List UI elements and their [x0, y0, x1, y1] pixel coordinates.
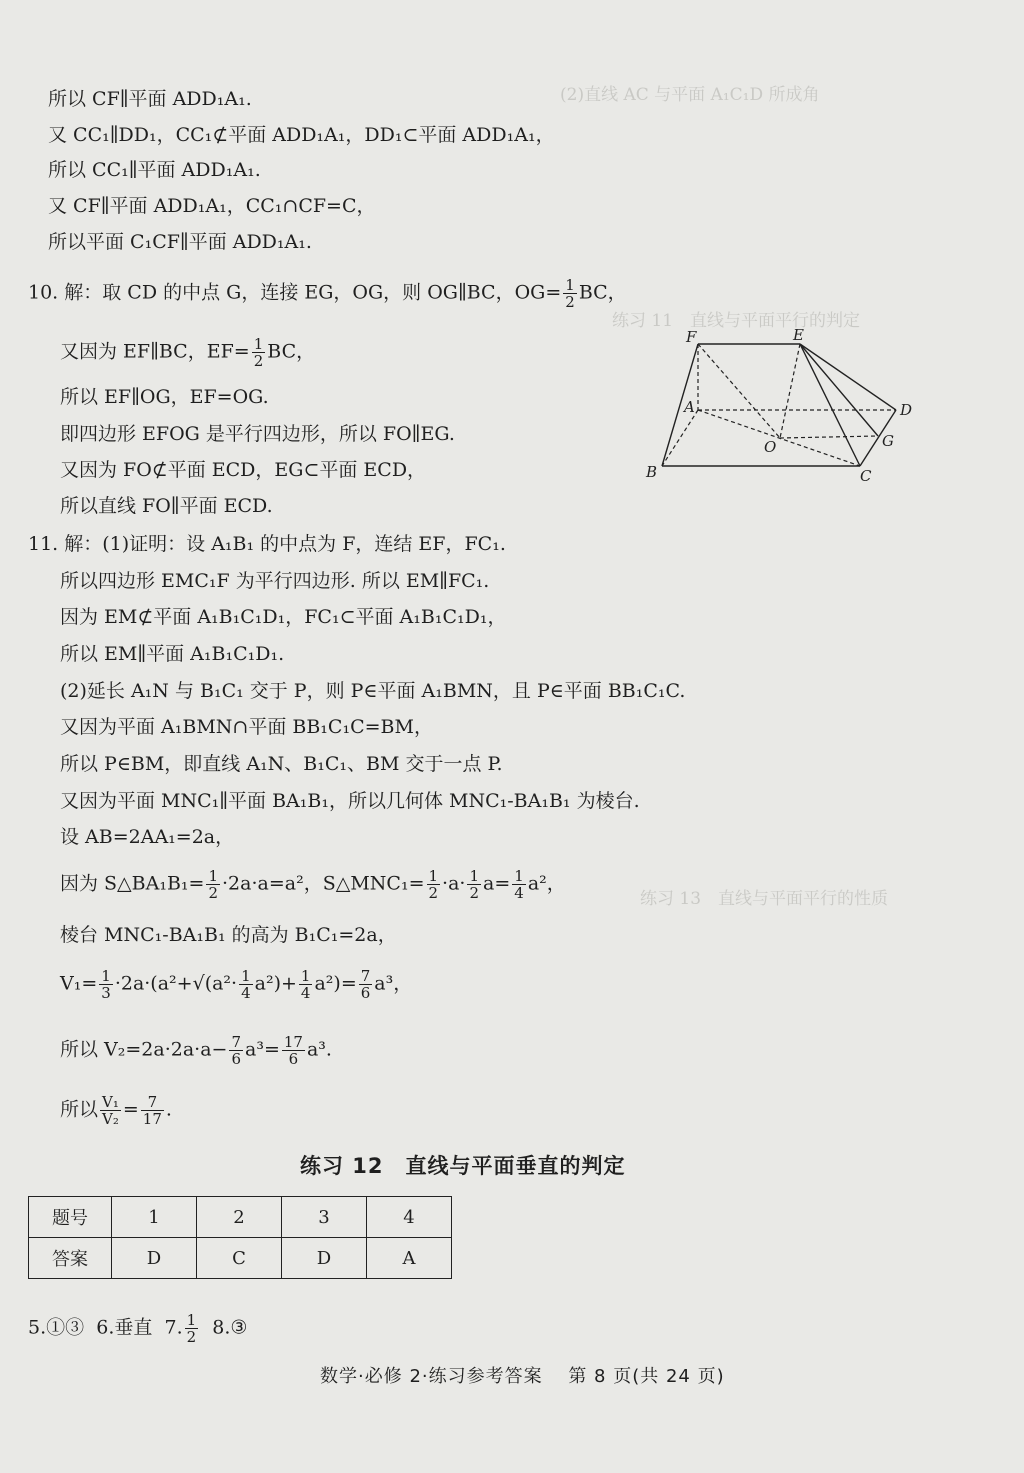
- edge-OG: [780, 436, 878, 438]
- fraction: $\frac{1}{4}$: [241, 967, 251, 1002]
- table-cell: D: [282, 1238, 367, 1279]
- geometry-figure: [640, 322, 930, 482]
- text-line: 又 CF∥平面 ADD₁A₁，CC₁∩CF=C，: [48, 195, 376, 217]
- table-cell: 1: [112, 1197, 197, 1238]
- fraction: $\frac{7}{17}$: [142, 1093, 162, 1128]
- fraction: $\frac{7}{6}$: [231, 1033, 242, 1068]
- text-line: V₁= $\frac{1}{3}$ ·2a·(a²+√(a²· $\frac{1}{4}$ a²)+ $\frac{1}{4}$ a²)= $\frac{7}{6}$ a³，: [60, 967, 413, 1002]
- fraction: $\frac{1}{2}$: [253, 335, 264, 370]
- text-line: 所以 CF∥平面 ADD₁A₁.: [48, 88, 252, 110]
- fill-in-answers: 5.①③ 6.垂直 7. $\frac{1}{2}$ 8.③: [28, 1311, 248, 1346]
- fraction: $\frac{1}{2}$: [186, 1311, 197, 1346]
- text-line: 棱台 MNC₁-BA₁B₁ 的高为 B₁C₁=2a，: [60, 924, 397, 946]
- fraction: $\frac{1}{2}$: [208, 867, 219, 902]
- table-cell: 3: [282, 1197, 367, 1238]
- edge-AC: [698, 410, 860, 466]
- section-title: 练习 12 直线与平面垂直的判定: [300, 1154, 626, 1178]
- line-text: 又因为 EF∥BC，EF=: [60, 340, 250, 363]
- table-cell: 2: [197, 1197, 282, 1238]
- label-D: D: [900, 401, 913, 419]
- line-tail: BC，: [267, 340, 316, 363]
- table-header-cell: 答案: [29, 1238, 112, 1279]
- fraction: $\frac{1}{2}$: [565, 276, 575, 311]
- text-line: 所以 V₂=2a·2a·a− $\frac{7}{6}$ a³= $\frac{17}{6}$ a³.: [60, 1033, 332, 1068]
- text-line: 因为 EM⊄平面 A₁B₁C₁D₁，FC₁⊂平面 A₁B₁C₁D₁，: [60, 606, 507, 628]
- label-F: F: [686, 328, 697, 346]
- answer-table: [28, 1196, 452, 1279]
- fraction: $\frac{7}{6}$: [360, 967, 371, 1002]
- fraction: $\frac{17}{6}$: [283, 1033, 303, 1068]
- table-row: [29, 1238, 452, 1279]
- fraction: $\frac{1}{4}$: [514, 867, 524, 902]
- text-line: 设 AB=2AA₁=2a，: [60, 826, 235, 848]
- text-line: 又因为 FO⊄平面 ECD，EG⊂平面 ECD，: [60, 459, 427, 481]
- label-C: C: [860, 467, 872, 482]
- text-line: 所以 CC₁∥平面 ADD₁A₁.: [48, 159, 261, 181]
- label-A: A: [684, 398, 695, 416]
- label-E: E: [793, 326, 804, 344]
- label-O: O: [764, 438, 777, 456]
- table-cell: D: [112, 1238, 197, 1279]
- line-tail: BC，: [578, 281, 627, 304]
- text-line: 所以 EM∥平面 A₁B₁C₁D₁.: [60, 643, 285, 665]
- text-line: 又因为平面 MNC₁∥平面 BA₁B₁，所以几何体 MNC₁-BA₁B₁ 为棱台.: [60, 790, 640, 812]
- label-G: G: [882, 432, 894, 450]
- label-B: B: [646, 463, 658, 481]
- text-line: 所以 EF∥OG，EF=OG.: [60, 386, 269, 408]
- table-cell: A: [367, 1238, 452, 1279]
- text-line: 又 CC₁∥DD₁，CC₁⊄平面 ADD₁A₁，DD₁⊂平面 ADD₁A₁，: [48, 124, 555, 146]
- edge-AB: [662, 410, 698, 466]
- fraction: $\frac{1}{2}$: [469, 867, 480, 902]
- page-footer: 数学·必修 2·练习参考答案 第 8 页(共 24 页): [320, 1366, 725, 1387]
- edge-EO: [780, 344, 800, 438]
- text-line: 所以四边形 EMC₁F 为平行四边形. 所以 EM∥FC₁.: [60, 570, 490, 592]
- text-line: (2)延长 A₁N 与 B₁C₁ 交于 P，则 P∈平面 A₁BMN，且 P∈平面 BB₁C₁C.: [60, 680, 686, 702]
- text-line: 所以 P∈BM，即直线 A₁N、B₁C₁、BM 交于一点 P.: [60, 753, 503, 775]
- table-header-cell: 题号: [29, 1197, 112, 1238]
- table-cell: C: [197, 1238, 282, 1279]
- text-line: 所以直线 FO∥平面 ECD.: [60, 495, 273, 517]
- table-cell: 4: [367, 1197, 452, 1238]
- text-line: 11. 解：(1)证明：设 A₁B₁ 的中点为 F，连结 EF，FC₁.: [28, 533, 506, 555]
- text-line: 因为 S△BA₁B₁= $\frac{1}{2}$ ·2a·a=a²，S△MNC₁= $\frac{1}{2}$ ·a· $\frac{1}{2}$ a= $\frac{1}{4}$ a²，: [60, 867, 566, 902]
- line-text: 10. 解：取 CD 的中点 G，连接 EG，OG，则 OG∥BC，OG=: [28, 281, 562, 304]
- text-line: 即四边形 EFOG 是平行四边形，所以 FO∥EG.: [60, 423, 455, 445]
- fraction: $\frac{\text{V₁}}{\text{V₂}}$: [102, 1093, 119, 1128]
- fraction: $\frac{1}{4}$: [300, 967, 311, 1002]
- fraction: $\frac{1}{3}$: [101, 967, 111, 1002]
- table-row: [29, 1197, 452, 1238]
- text-line: 所以平面 C₁CF∥平面 ADD₁A₁.: [48, 231, 312, 253]
- bleed-through-text: 练习 11 直线与平面平行的判定: [612, 311, 861, 331]
- bleed-through-text: (2)直线 AC 与平面 A₁C₁D 所成角: [560, 85, 820, 105]
- text-line: 又因为平面 A₁BMN∩平面 BB₁C₁C=BM，: [60, 716, 433, 738]
- text-line: [60, 336, 315, 369]
- text-line: [28, 277, 627, 310]
- text-line: 所以 $\frac{\text{V₁}}{\text{V₂}}$ = $\frac{7}{17}$ .: [60, 1093, 172, 1128]
- bleed-through-text: 练习 13 直线与平面平行的性质: [640, 889, 889, 909]
- fraction: $\frac{1}{2}$: [428, 867, 439, 902]
